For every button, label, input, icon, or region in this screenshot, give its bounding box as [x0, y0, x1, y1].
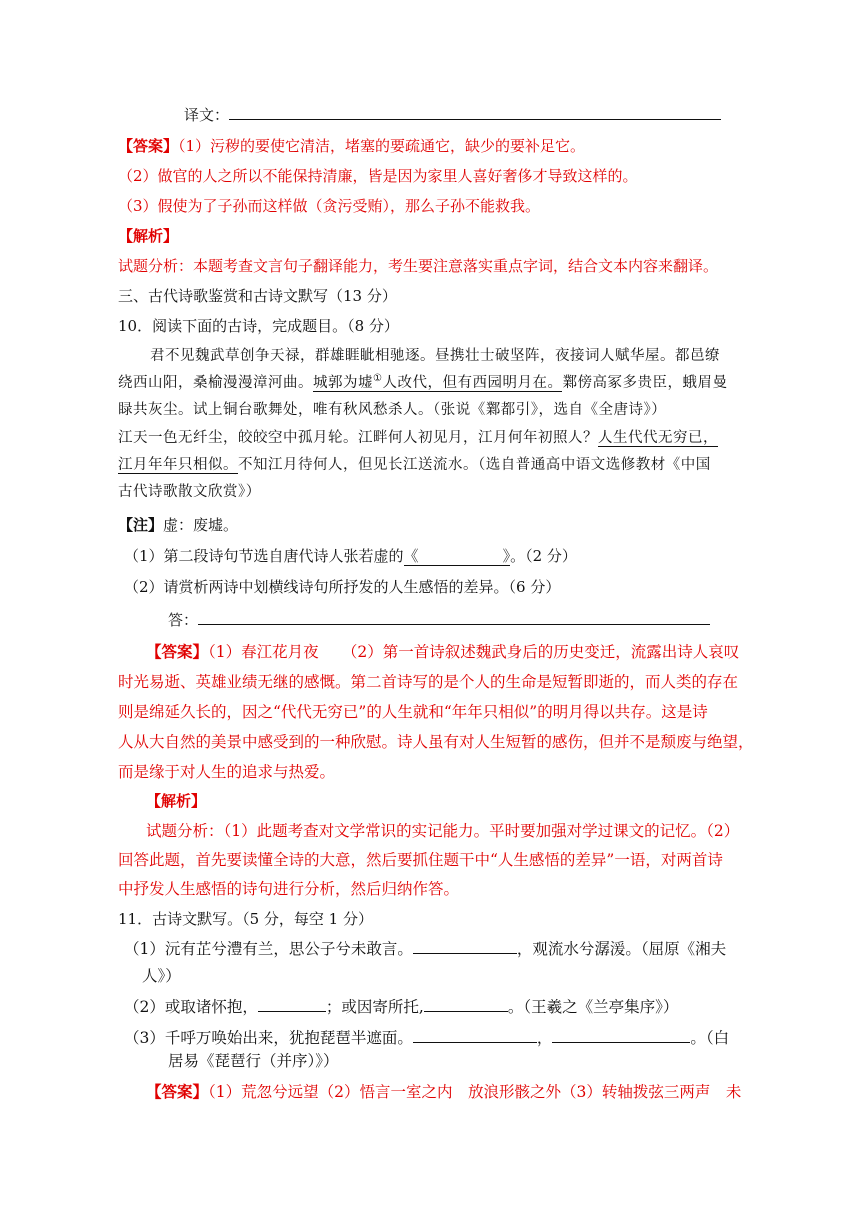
answer-blank[interactable]	[198, 610, 710, 625]
q11-s3-pre: （3）千呼万唤始出来，犹抱琵琶半遮面。	[124, 1029, 413, 1047]
note-marker: ①	[373, 373, 383, 385]
q11-s3	[124, 1028, 729, 1048]
section3-heading: 三、古代诗歌鉴赏和古诗文默写（13 分）	[118, 287, 397, 305]
answer-line-2: （2）做官的人之所以不能保持清廉，皆是因为家里人喜好奢侈才导致这样的。	[118, 167, 638, 185]
note-tag: 【注】	[118, 516, 164, 534]
sub1-blank[interactable]	[404, 547, 511, 566]
translation-label: 译文：	[184, 106, 230, 124]
poem1-underlined-post: 人改代，但有西园明月在。	[382, 375, 563, 391]
poem2-underlined-b: 江月年年只相似。	[118, 457, 238, 473]
q10-analysis-line-3: 中抒发人生感悟的诗句进行分析，然后归纳作答。	[118, 880, 460, 898]
q11-blank-2[interactable]	[258, 997, 326, 1012]
poem2-l2-text: 不知江月待何人，但见长江送流水。（选自普通高中语文选修教材《中国	[238, 457, 711, 473]
answer-text-1: （1）污秽的要使它清洁，堵塞的要疏通它，缺少的要补足它。	[178, 137, 586, 155]
q10-answer-line-5: 而是缘于对人生的追求与热爱。	[118, 763, 336, 781]
q11-answer-text: （1）荒忽兮远望（2）悟言一室之内 放浪形骸之外（3）转轴拨弦三两声 未	[208, 1083, 742, 1101]
q10-title: 10．阅读下面的古诗，完成题目。（8 分）	[118, 317, 399, 335]
note-line	[118, 515, 238, 535]
q10-analysis-line-1: 试题分析：（1）此题考查对文学常识的实记能力。平时要加强对学过课文的记忆。（2）	[146, 822, 740, 840]
q11-title: 11．古诗文默写。（5 分，每空 1 分）	[118, 910, 373, 928]
q11-s3-post: 。（白	[690, 1029, 730, 1047]
poem1-line-1: 君不见魏武草创争天禄，群雄睚眦相驰逐。昼携壮士破坚阵，夜接词人赋华屋。都邑缭	[150, 348, 720, 364]
q11-s2	[124, 997, 678, 1017]
poem1-l2-rest: 鄴傍高冢多贵臣，蛾眉曼	[562, 375, 728, 391]
answer-line-3: （3）假使为了子孙而这样做（贪污受贿），那么子孙不能救我。	[118, 197, 541, 215]
q11-s2-pre: （2）或取诸怀抱，	[124, 998, 258, 1016]
note-text: 虚：废墟。	[163, 516, 239, 534]
answer-label: 答：	[168, 611, 199, 629]
analysis-text: 试题分析：本题考查文言句子翻译能力，考生要注意落实重点字词，结合文本内容来翻译。	[118, 257, 719, 275]
q10-sub1	[124, 546, 577, 566]
q10-answer-text-1: （1）春江花月夜 （2）第一首诗叙述魏武身后的历史变迁，流露出诗人哀叹	[208, 643, 740, 661]
q11-blank-1[interactable]	[413, 939, 517, 954]
sub1-open: 《	[403, 547, 419, 565]
analysis-tag: 【解析】	[118, 227, 179, 245]
q11-s3-mid: ，	[536, 1029, 553, 1047]
poem1-line-2	[118, 373, 727, 393]
q10-answer-line-4: 人从大自然的美景中感受到的一种欣慰。诗人虽有对人生短暂的感伤，但并不是颓废与绝望，	[118, 733, 754, 751]
q11-s1-pre: （1）沅有芷兮澧有兰，思公子兮未敢言。	[124, 940, 413, 958]
q11-s1	[124, 939, 726, 959]
q10-answer-tag: 【答案】	[146, 642, 209, 661]
q11-s2-mid: ；或因寄所托,	[325, 998, 424, 1016]
q10-sub2: （2）请赏析两诗中划横线诗句所抒发的人生感悟的差异。（6 分）	[124, 578, 561, 596]
poem2-line-2	[118, 455, 711, 475]
poem1-l2-text: 绕西山阳，桑榆漫漫漳河曲。	[118, 375, 313, 391]
sub1-text: （1）第二段诗句节选自唐代诗人张若虚的	[124, 547, 404, 565]
q10-answer-line-3: 则是绵延久长的，因之“代代无穷已”的人生就和“年年只相似”的明月得以共存。这是诗	[118, 703, 708, 721]
q10-analysis-tag: 【解析】	[146, 792, 207, 810]
q10-answer-line-2: 时光易逝、英雄业绩无继的感慨。第二首诗写的是个人的生命是短暂即逝的，而人类的存在	[118, 673, 739, 691]
q11-answer-tag: 【答案】	[146, 1082, 209, 1101]
q11-s2-post: 。（王羲之《兰亭集序》）	[507, 998, 679, 1016]
poem1-underlined-a	[313, 375, 562, 392]
answer-tag: 【答案】	[118, 137, 179, 155]
answer-field-line	[168, 610, 710, 630]
poem2-underlined-a: 人生代代无穷已，	[598, 430, 718, 446]
q11-s3-line-2: 居易《琵琶行（并序）》）	[168, 1052, 339, 1070]
poem1-line-3: 睩共灰尘。试上铜台歌舞处，唯有秋风愁杀人。（张说《鄴都引》，选自《全唐诗》）	[118, 402, 667, 418]
poem2-l1-text: 江天一色无纤尘，皎皎空中孤月轮。江畔何人初见月，江月何年初照人？	[118, 430, 598, 446]
sub1-points: 。（2 分）	[510, 547, 577, 565]
q11-blank-4[interactable]	[413, 1028, 537, 1043]
q11-s1-line-2: 人》）	[142, 967, 181, 985]
q11-s1-post: ，观流水兮潺湲。（屈原《湘夫	[516, 940, 727, 958]
q10-answer-line-1	[146, 642, 739, 662]
q10-analysis-line-2: 回答此题，首先要读懂全诗的大意，然后要抓住题干中“人生感悟的差异”一语，对两首诗	[118, 851, 723, 869]
translation-blank[interactable]	[229, 105, 721, 120]
poem2-line-1	[118, 428, 718, 448]
q11-answer-line	[146, 1082, 741, 1102]
q11-blank-5[interactable]	[552, 1028, 690, 1043]
poem2-line-3: 古代诗歌散文欣赏》）	[118, 484, 261, 500]
translation-line	[184, 105, 721, 125]
q11-blank-3[interactable]	[424, 997, 508, 1012]
answer-line-1	[118, 136, 585, 156]
poem1-underlined-pre: 城郭为墟	[313, 375, 373, 391]
sub1-close: 》	[502, 547, 511, 565]
